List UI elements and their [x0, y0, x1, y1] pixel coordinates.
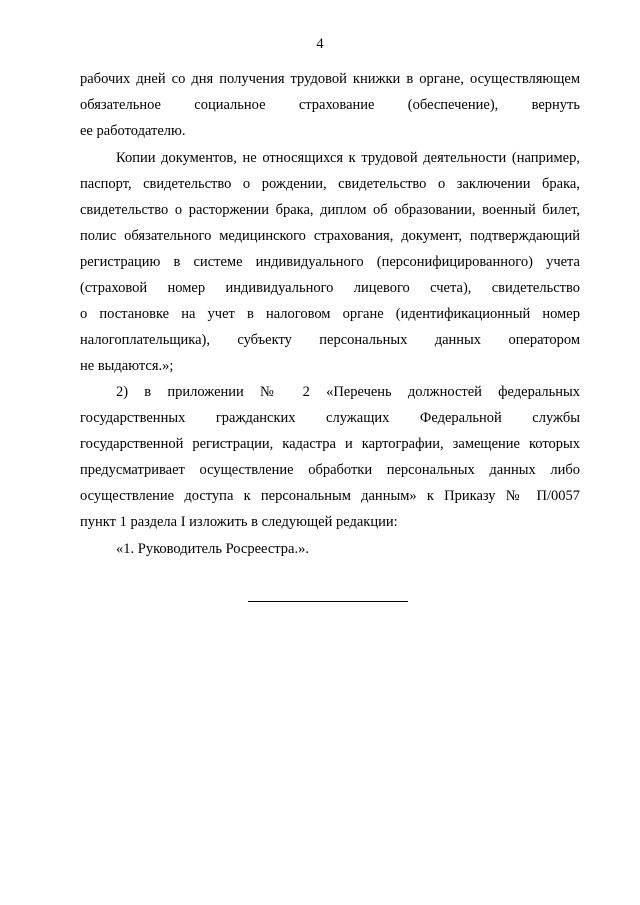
text-line: (страховой номер индивидуального лицевого счета), свидетельство: [80, 280, 580, 296]
text-line: пункт 1 раздела I изложить в следующей редакции:: [80, 514, 398, 530]
text-line: паспорт, свидетельство о рождении, свидетельство о заключении брака,: [80, 176, 580, 192]
text-line: полис обязательного медицинского страхования, документ, подтверждающий: [80, 228, 580, 244]
separator-line: [248, 601, 408, 602]
text-line: регистрацию в системе индивидуального (персонифицированного) учета: [80, 254, 580, 270]
text-line: государственных гражданских служащих Федеральной службы: [80, 410, 580, 426]
text-line: «1. Руководитель Росреестра.».: [116, 541, 309, 557]
text-line: рабочих дней со дня получения трудовой книжки в органе, осуществляющем: [80, 71, 580, 87]
text-line: обязательное социальное страхование (обеспечение), вернуть: [80, 97, 580, 113]
text-line: о постановке на учет в налоговом органе (идентификационный номер: [80, 306, 580, 322]
text-line: 2) в приложении № 2 «Перечень должностей федеральных: [116, 384, 580, 400]
text-line: Копии документов, не относящихся к трудовой деятельности (например,: [116, 150, 580, 166]
text-line: не выдаются.»;: [80, 358, 174, 374]
text-line: осуществление доступа к персональным данным» к Приказу № П/0057: [80, 488, 580, 504]
text-line: предусматривает осуществление обработки персональных данных либо: [80, 462, 580, 478]
page-number: 4: [316, 36, 324, 52]
text-line: свидетельство о расторжении брака, диплом об образовании, военный билет,: [80, 202, 580, 218]
text-line: налогоплательщика), субъекту персональных данных оператором: [80, 332, 580, 348]
text-line: государственной регистрации, кадастра и картографии, замещение которых: [80, 436, 580, 452]
text-line: ее работодателю.: [80, 123, 186, 139]
